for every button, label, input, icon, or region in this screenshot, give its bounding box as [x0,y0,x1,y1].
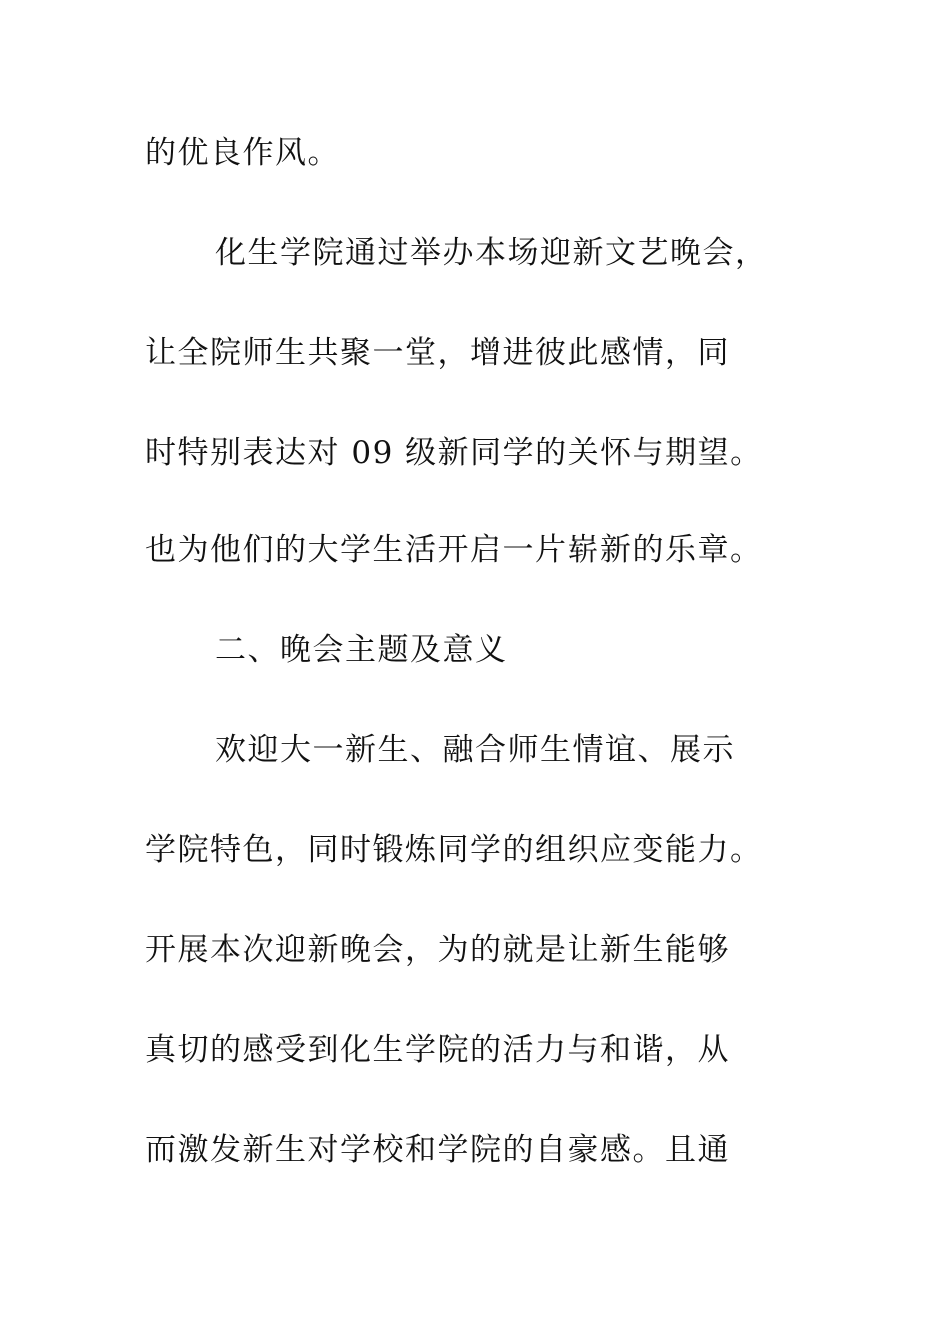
paragraph-start-line: 化生学院通过举办本场迎新文艺晚会， [215,235,768,271]
text-line: 而激发新生对学校和学院的自豪感。且通 [145,1132,730,1168]
text-line: 的优良作风。 [145,135,340,171]
text-line: 开展本次迎新晚会，为的就是让新生能够 [145,932,730,968]
section-heading: 二、晚会主题及意义 [215,632,508,668]
text-line: 真切的感受到化生学院的活力与和谐，从 [145,1032,730,1068]
text-line: 学院特色，同时锻炼同学的组织应变能力。 [145,832,763,868]
text-line: 让全院师生共聚一堂，增进彼此感情，同 [145,335,730,371]
text-line: 也为他们的大学生活开启一片崭新的乐章。 [145,532,763,568]
text-line: 时特别表达对 09 级新同学的关怀与期望。 [145,435,763,471]
paragraph-start-line: 欢迎大一新生、融合师生情谊、展示 [215,732,735,768]
